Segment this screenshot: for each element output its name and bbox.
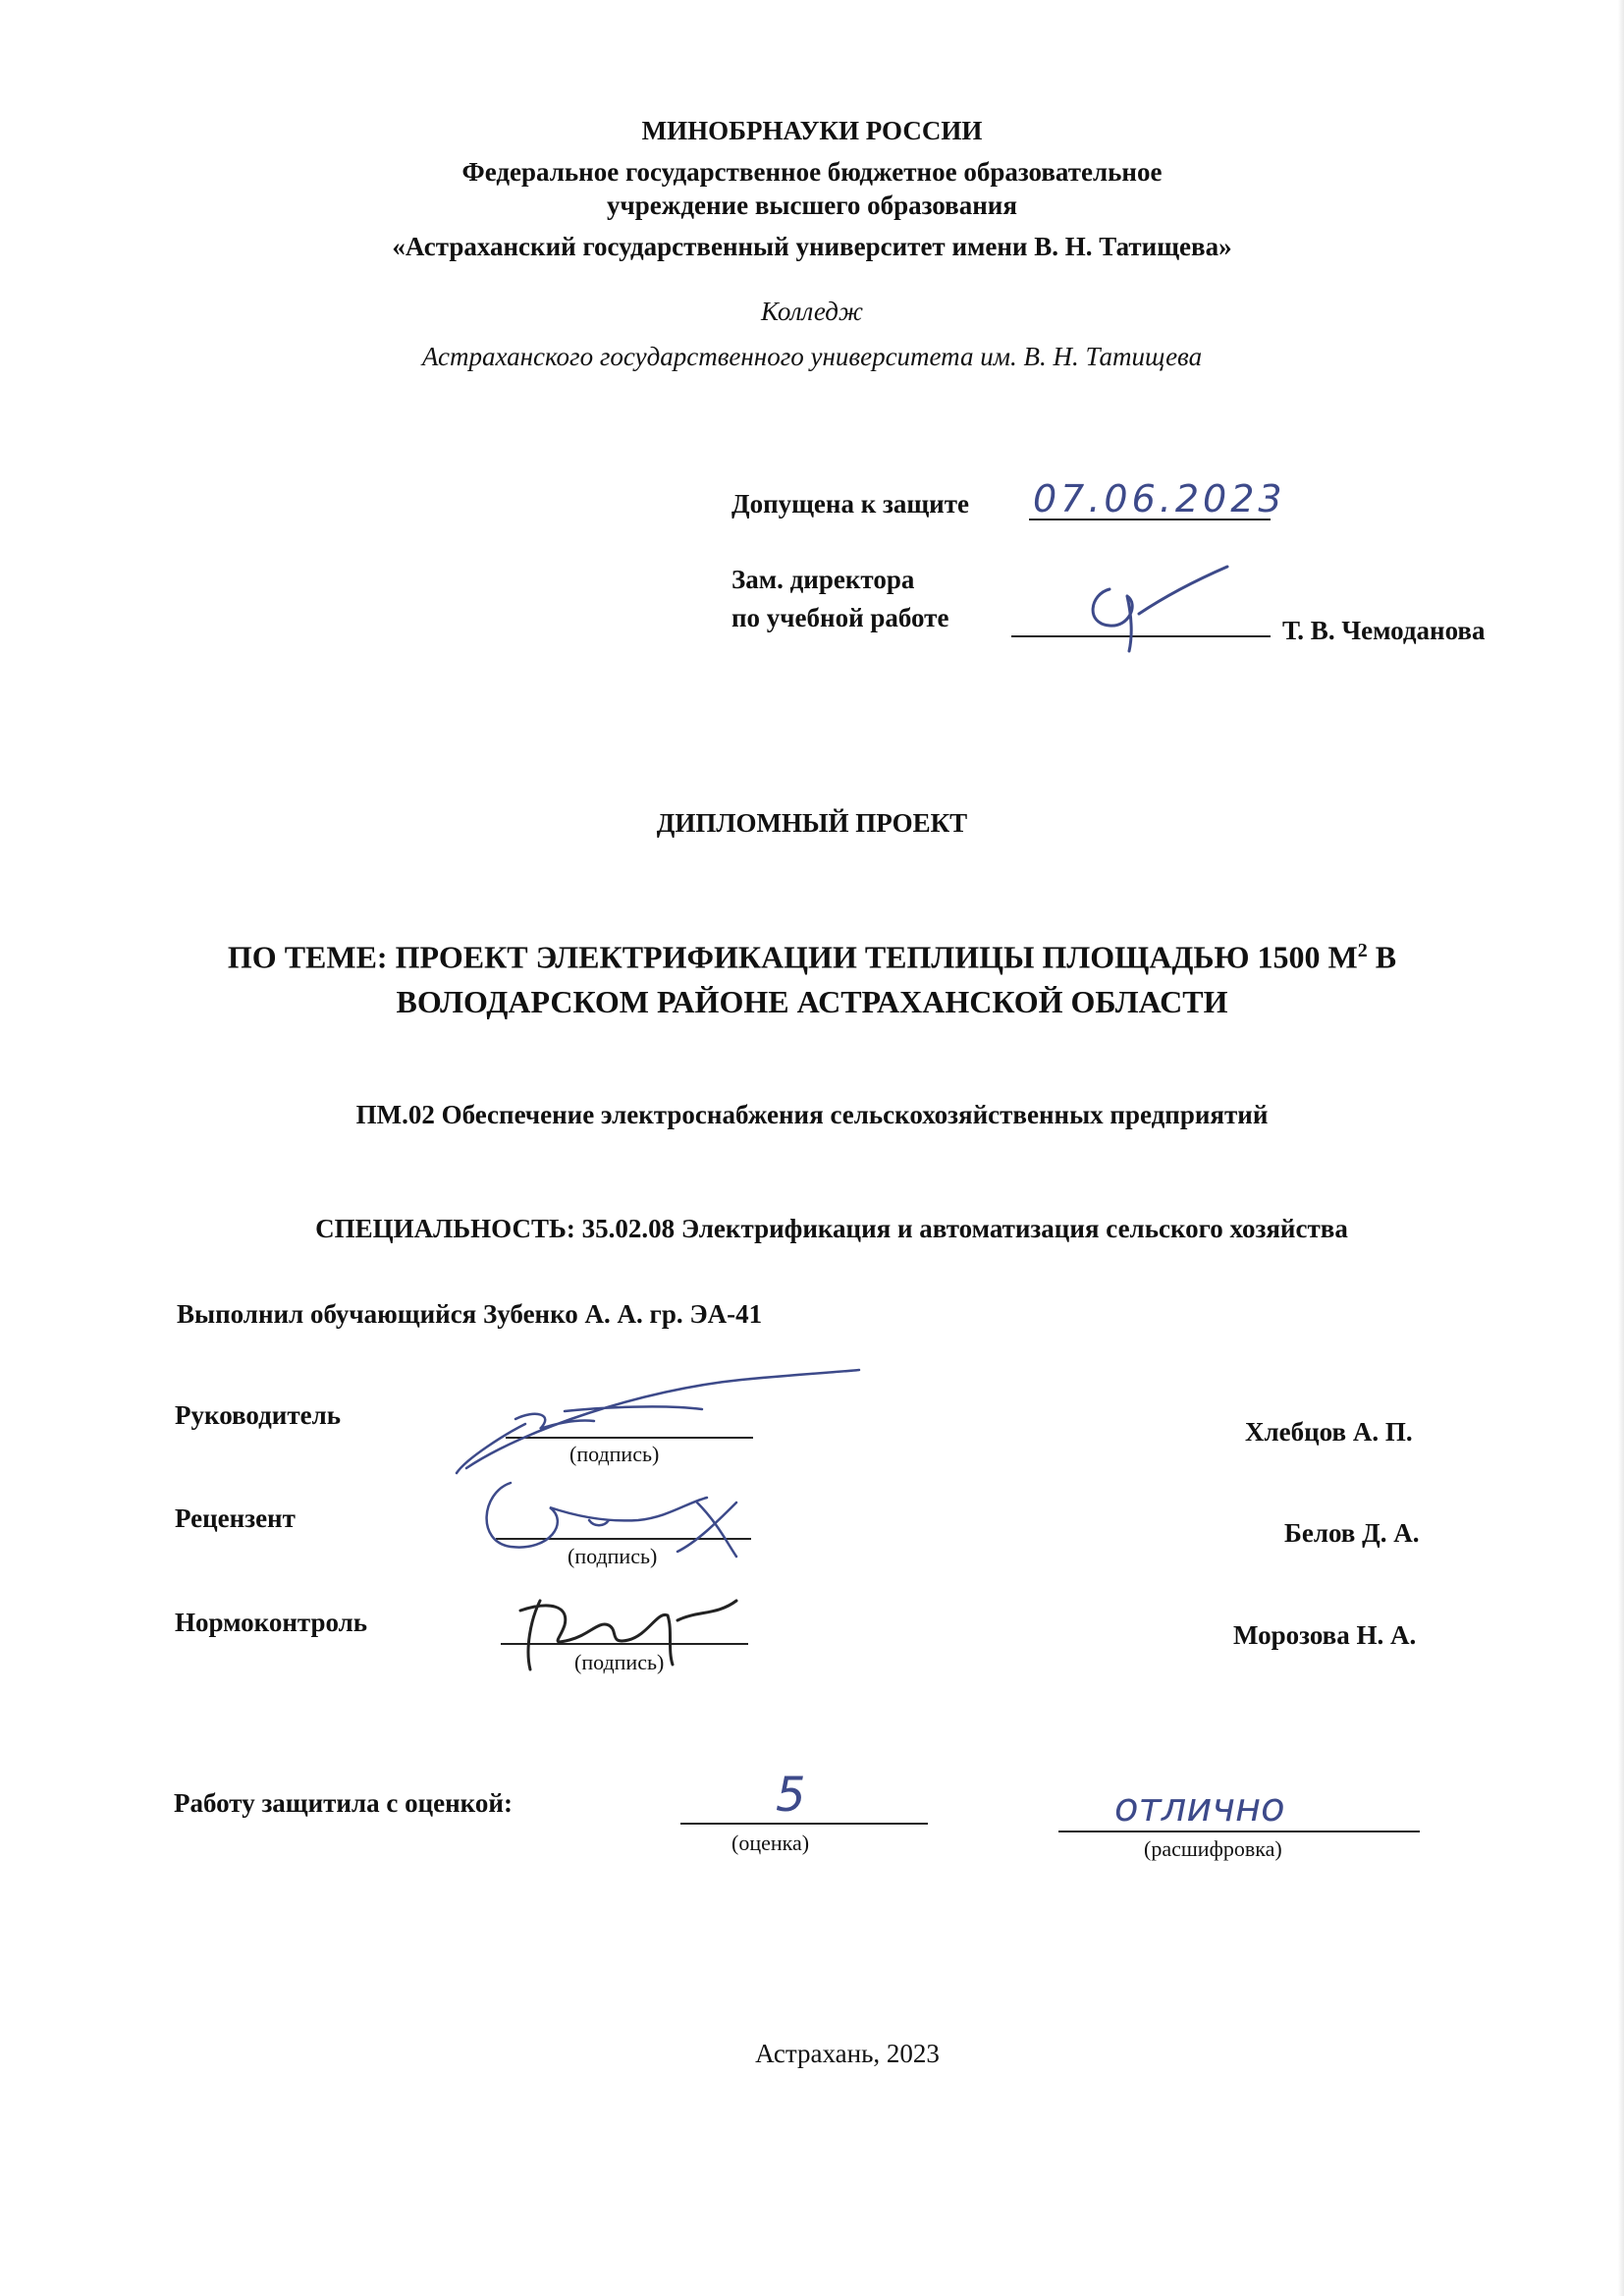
deputy-label-2: по учебной работе bbox=[731, 603, 949, 632]
grade-handwritten: 5 bbox=[776, 1768, 806, 1823]
normcontrol-name: Морозова Н. А. bbox=[1233, 1620, 1417, 1650]
document-type: ДИПЛОМНЫЙ ПРОЕКТ bbox=[656, 808, 968, 838]
college-line-2: Астраханского государственного университета им. В. Н. Татищева bbox=[421, 342, 1203, 371]
supervisor-name: Хлебцов А. П. bbox=[1245, 1417, 1413, 1447]
institution-name: «Астраханский государственный университет имени В. Н. Татищева» bbox=[392, 232, 1232, 261]
reviewer-role: Рецензент bbox=[175, 1503, 296, 1533]
scan-edge-shadow bbox=[1618, 0, 1624, 2296]
reviewer-caption: (подпись) bbox=[568, 1544, 658, 1568]
reviewer-name: Белов Д. А. bbox=[1284, 1518, 1420, 1548]
area-superscript: 2 bbox=[1357, 940, 1368, 961]
grade-words-handwritten: отлично bbox=[1114, 1785, 1285, 1831]
module-line: ПМ.02 Обеспечение электроснабжения сельскохозяйственных предприятий bbox=[355, 1100, 1269, 1129]
grade-caption: (оценка) bbox=[731, 1831, 810, 1855]
author-line: Выполнил обучающийся Зубенко А. А. гр. ЭА-41 bbox=[177, 1299, 763, 1329]
supervisor-signature-image bbox=[447, 1350, 859, 1478]
specialty-line: СПЕЦИАЛЬНОСТЬ: 35.02.08 Электрификация и автоматизация сельского хозяйства bbox=[315, 1214, 1348, 1243]
grade-words-caption: (расшифровка) bbox=[1144, 1836, 1282, 1861]
normcontrol-role: Нормоконтроль bbox=[175, 1608, 368, 1637]
institution-line-1: Федеральное государственное бюджетное образовательное bbox=[461, 157, 1163, 187]
supervisor-role: Руководитель bbox=[175, 1400, 342, 1430]
topic-line-1: ПО ТЕМЕ: ПРОЕКТ ЭЛЕКТРИФИКАЦИИ ТЕПЛИЦЫ ПЛОЩАДЬЮ 1500 $М^2$ В bbox=[227, 939, 1397, 975]
supervisor-caption: (подпись) bbox=[569, 1442, 660, 1466]
admitted-date-handwritten: 07.06.2023 bbox=[1033, 477, 1286, 520]
deputy-label-1: Зам. директора bbox=[731, 565, 915, 594]
ministry-line: МИНОБРНАУКИ РОССИИ bbox=[641, 116, 983, 145]
grade-label: Работу защитила с оценкой: bbox=[174, 1788, 513, 1818]
normcontrol-signature-image bbox=[511, 1571, 756, 1679]
institution-line-2: учреждение высшего образования bbox=[607, 191, 1017, 220]
grade-words-line bbox=[1058, 1831, 1420, 1832]
deputy-name: Т. В. Чемоданова bbox=[1282, 616, 1486, 645]
topic-line-2: ВОЛОДАРСКОМ РАЙОНЕ АСТРАХАНСКОЙ ОБЛАСТИ bbox=[396, 984, 1228, 1019]
deputy-signature-image bbox=[1070, 555, 1247, 653]
grade-line bbox=[680, 1823, 928, 1825]
college-line-1: Колледж bbox=[760, 297, 864, 326]
reviewer-signature-image bbox=[471, 1463, 746, 1571]
admitted-label: Допущена к защите bbox=[731, 489, 969, 519]
city-year: Астрахань, 2023 bbox=[755, 2039, 940, 2068]
normcontrol-caption: (подпись) bbox=[574, 1650, 665, 1674]
